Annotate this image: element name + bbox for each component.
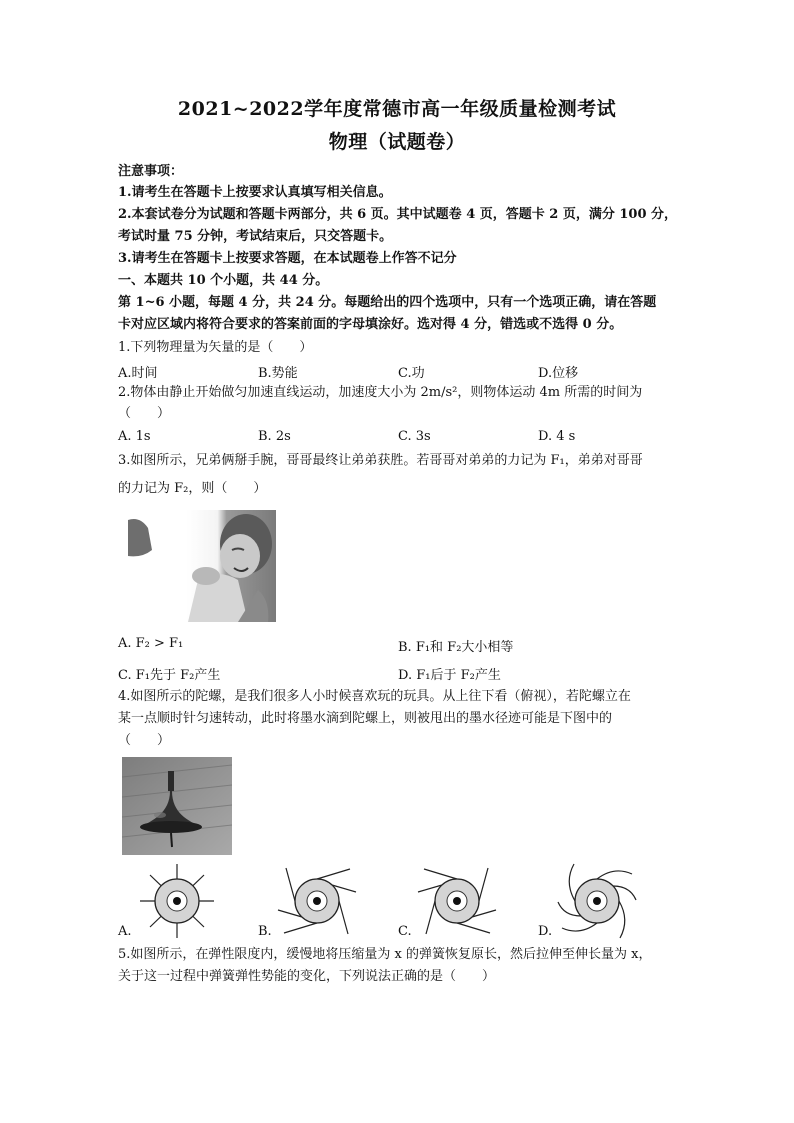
section-intro: 第 1~6 小题，每题 4 分，共 24 分。每题给出的四个选项中，只有一个选项正确，请在答题 (118, 295, 657, 310)
notice-item-1: 1.请考生在答题卡上按要求认真填写相关信息。 (118, 185, 392, 200)
question-4-stem: 4.如图所示的陀螺，是我们很多人小时候喜欢玩的玩具。从上往下看（俯视），若陀螺立在 (118, 689, 631, 704)
ink-trace-option-a-diagram (136, 862, 218, 940)
q2-option-a: A. 1s (118, 429, 151, 444)
question-3-stem: 3.如图所示，兄弟俩掰手腕，哥哥最终让弟弟获胜。若哥哥对弟弟的力记为 F₁，弟弟对哥哥 (118, 453, 643, 468)
q4-option-d-label: D. (538, 924, 553, 939)
question-3-stem-cont: 的力记为 F₂，则（ ） (118, 481, 267, 496)
q2-option-d: D. 4 s (538, 429, 576, 444)
ink-trace-option-b-diagram (276, 862, 358, 940)
q3-option-a: A. F₂ > F₁ (118, 636, 184, 651)
exam-title: 2021~2022学年度常德市高一年级质量检测考试 (177, 98, 617, 120)
q3-option-d: D. F₁后于 F₂产生 (398, 668, 501, 683)
exam-subtitle: 物理（试题卷） (328, 131, 466, 153)
q1-option-d: D.位移 (538, 366, 579, 381)
ink-trace-option-d-diagram (556, 862, 638, 940)
q4-option-b-label: B. (258, 924, 272, 939)
spinning-top-photo (122, 757, 232, 855)
question-5-stem: 5.如图所示，在弹性限度内，缓慢地将压缩量为 x 的弹簧恢复原长，然后拉伸至伸长量为 x， (118, 947, 652, 962)
notice-item-2: 2.本套试卷分为试题和答题卡两部分，共 6 页。其中试题卷 4 页，答题卡 2 页，满分 100 分， (118, 207, 678, 222)
q4-option-c-label: C. (398, 924, 412, 939)
q1-option-a: A.时间 (118, 366, 158, 381)
notice-item-3: 3.请考生在答题卡上按要求答题，在本试题卷上作答不记分 (118, 251, 457, 266)
notice-item-2-cont: 考试时量 75 分钟，考试结束后，只交答题卡。 (118, 229, 393, 244)
q3-option-c: C. F₁先于 F₂产生 (118, 668, 221, 683)
notice-heading: 注意事项： (118, 164, 184, 179)
q2-option-b: B. 2s (258, 429, 291, 444)
q3-option-b: B. F₁和 F₂大小相等 (398, 640, 514, 655)
q1-option-b: B.势能 (258, 366, 298, 381)
q1-option-c: C.功 (398, 366, 425, 381)
section-heading: 一、本题共 10 个小题，共 44 分。 (118, 273, 329, 288)
question-2-stem-cont: （ ） (118, 406, 171, 421)
question-2-stem: 2.物体由静止开始做匀加速直线运动，加速度大小为 2m/s²，则物体运动 4m 所需的时间为 (118, 385, 643, 400)
question-1-stem: 1.下列物理量为矢量的是（ ） (118, 340, 313, 355)
question-4-stem-cont-2: （ ） (118, 733, 171, 748)
q4-option-a-label: A. (118, 924, 132, 939)
q2-option-c: C. 3s (398, 429, 431, 444)
question-5-stem-cont: 关于这一过程中弹簧弹性势能的变化，下列说法正确的是（ ） (118, 969, 496, 984)
arm-wrestling-photo (128, 510, 276, 622)
ink-trace-option-c-diagram (416, 862, 498, 940)
section-intro-cont: 卡对应区域内将符合要求的答案前面的字母填涂好。选对得 4 分，错选或不选得 0 分。 (118, 317, 623, 332)
question-4-stem-cont: 某一点顺时针匀速转动，此时将墨水滴到陀螺上，则被甩出的墨水径迹可能是下图中的 (118, 711, 613, 726)
